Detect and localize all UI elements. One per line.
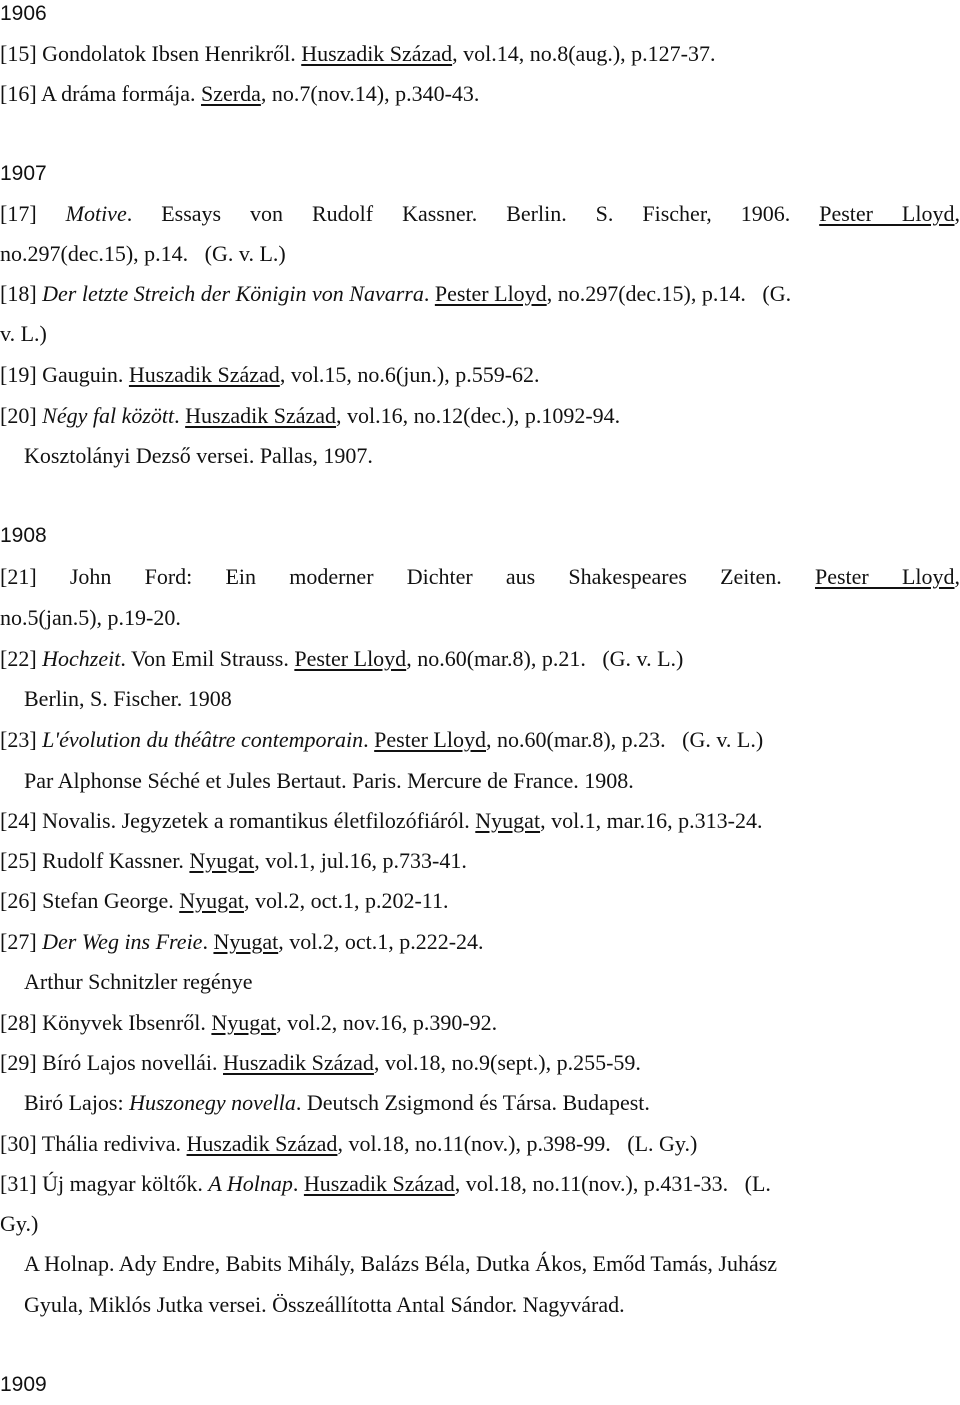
journal-link[interactable]: Nyugat [213,929,279,954]
entry-31-continued: Gy.) [0,1211,39,1236]
journal-link[interactable]: Pester Lloyd [374,727,486,752]
journal-link[interactable]: Nyugat [211,1010,277,1035]
entry-21: [21] John Ford: Ein moderner Dichter aus Shakespeares Zeiten. Pester Lloyd, [0,564,960,589]
entry-26: [26] Stefan George. Nyugat, vol.2, oct.1, p.202-11. [0,888,449,913]
journal-link[interactable]: Huszadik Század [223,1050,374,1075]
entry-17-continued: no.297(dec.15), p.14. (G. v. L.) [0,241,286,266]
journal-link[interactable]: Huszadik Század [128,362,280,387]
entry-18-continued: v. L.) [0,321,47,346]
journal-link[interactable]: Szerda [201,81,261,106]
entry-23: [23] L'évolution du théâtre contemporain. Pester Lloyd, no.60(mar.8), p.23. (G. v. L.) [0,727,764,752]
entry-17: [17] Motive. Essays von Rudolf Kassner. Berlin. S. Fischer, 1906. Pester Lloyd, [0,201,960,226]
entry-31: [31] Új magyar költők. A Holnap. Huszadik Század, vol.18, no.11(nov.), p.431-33. (L. [0,1171,771,1196]
entry-20-note: Kosztolányi Dezső versei. Pallas, 1907. [24,443,373,468]
entry-24: [24] Novalis. Jegyzetek a romantikus életfilozófiáról. Nyugat, vol.1, mar.16, p.313-24. [0,808,763,833]
year-heading-1909: 1909 [0,1373,47,1396]
entry-20: [20] Négy fal között. Huszadik Század, vol.16, no.12(dec.), p.1092-94. [0,403,621,428]
entry-22: [22] Hochzeit. Von Emil Strauss. Pester Lloyd, no.60(mar.8), p.21. (G. v. L.) [0,646,684,671]
entry-21-continued: no.5(jan.5), p.19-20. [0,605,181,630]
entry-22-note: Berlin, S. Fischer. 1908 [24,686,232,711]
entry-19: [19] Gauguin. Huszadik Század, vol.15, no.6(jun.), p.559-62. [0,362,540,387]
journal-link[interactable]: Nyugat [189,848,255,873]
entry-29: [29] Bíró Lajos novellái. Huszadik Század, vol.18, no.9(sept.), p.255-59. [0,1050,641,1075]
entry-23-note: Par Alphonse Séché et Jules Bertaut. Paris. Mercure de France. 1908. [24,768,634,793]
journal-link[interactable]: Huszadik Század [186,1131,338,1156]
entry-16: [16] A dráma formája. Szerda, no.7(nov.14), p.340-43. [0,81,480,106]
journal-link[interactable]: Huszadik Század [301,41,453,66]
entry-27-note: Arthur Schnitzler regénye [24,969,253,994]
journal-link[interactable]: Pester Lloyd [819,201,955,226]
journal-link[interactable]: Pester Lloyd [294,646,407,671]
entry-31-note-1: A Holnap. Ady Endre, Babits Mihály, Balázs Béla, Dutka Ákos, Emőd Tamás, Juhász [24,1251,778,1276]
journal-link[interactable]: Pester Lloyd [434,281,547,306]
journal-link[interactable]: Huszadik Század [303,1171,455,1196]
journal-link[interactable]: Pester Lloyd [814,564,955,589]
journal-link[interactable]: Huszadik Század [185,403,337,428]
entry-31-note-2: Gyula, Miklós Jutka versei. Összeállította Antal Sándor. Nagyvárad. [24,1292,625,1317]
year-heading-1907: 1907 [0,162,47,185]
year-heading-1908: 1908 [0,524,47,547]
entry-30: [30] Thália rediviva. Huszadik Század, vol.18, no.11(nov.), p.398-99. (L. Gy.) [0,1131,698,1156]
journal-link[interactable]: Nyugat [179,888,244,913]
entry-27: [27] Der Weg ins Freie. Nyugat, vol.2, oct.1, p.222-24. [0,929,484,954]
journal-link[interactable]: Nyugat [475,808,541,833]
entry-29-note: Biró Lajos: Huszonegy novella. Deutsch Zsigmond és Társa. Budapest. [24,1090,650,1115]
year-heading-1906: 1906 [0,2,47,25]
entry-25: [25] Rudolf Kassner. Nyugat, vol.1, jul.16, p.733-41. [0,848,467,873]
entry-28: [28] Könyvek Ibsenről. Nyugat, vol.2, nov.16, p.390-92. [0,1010,498,1035]
entry-18: [18] Der letzte Streich der Königin von Navarra. Pester Lloyd, no.297(dec.15), p.14. (G. [0,281,792,306]
entry-15: [15] Gondolatok Ibsen Henrikről. Huszadik Század, vol.14, no.8(aug.), p.127-37. [0,41,716,66]
